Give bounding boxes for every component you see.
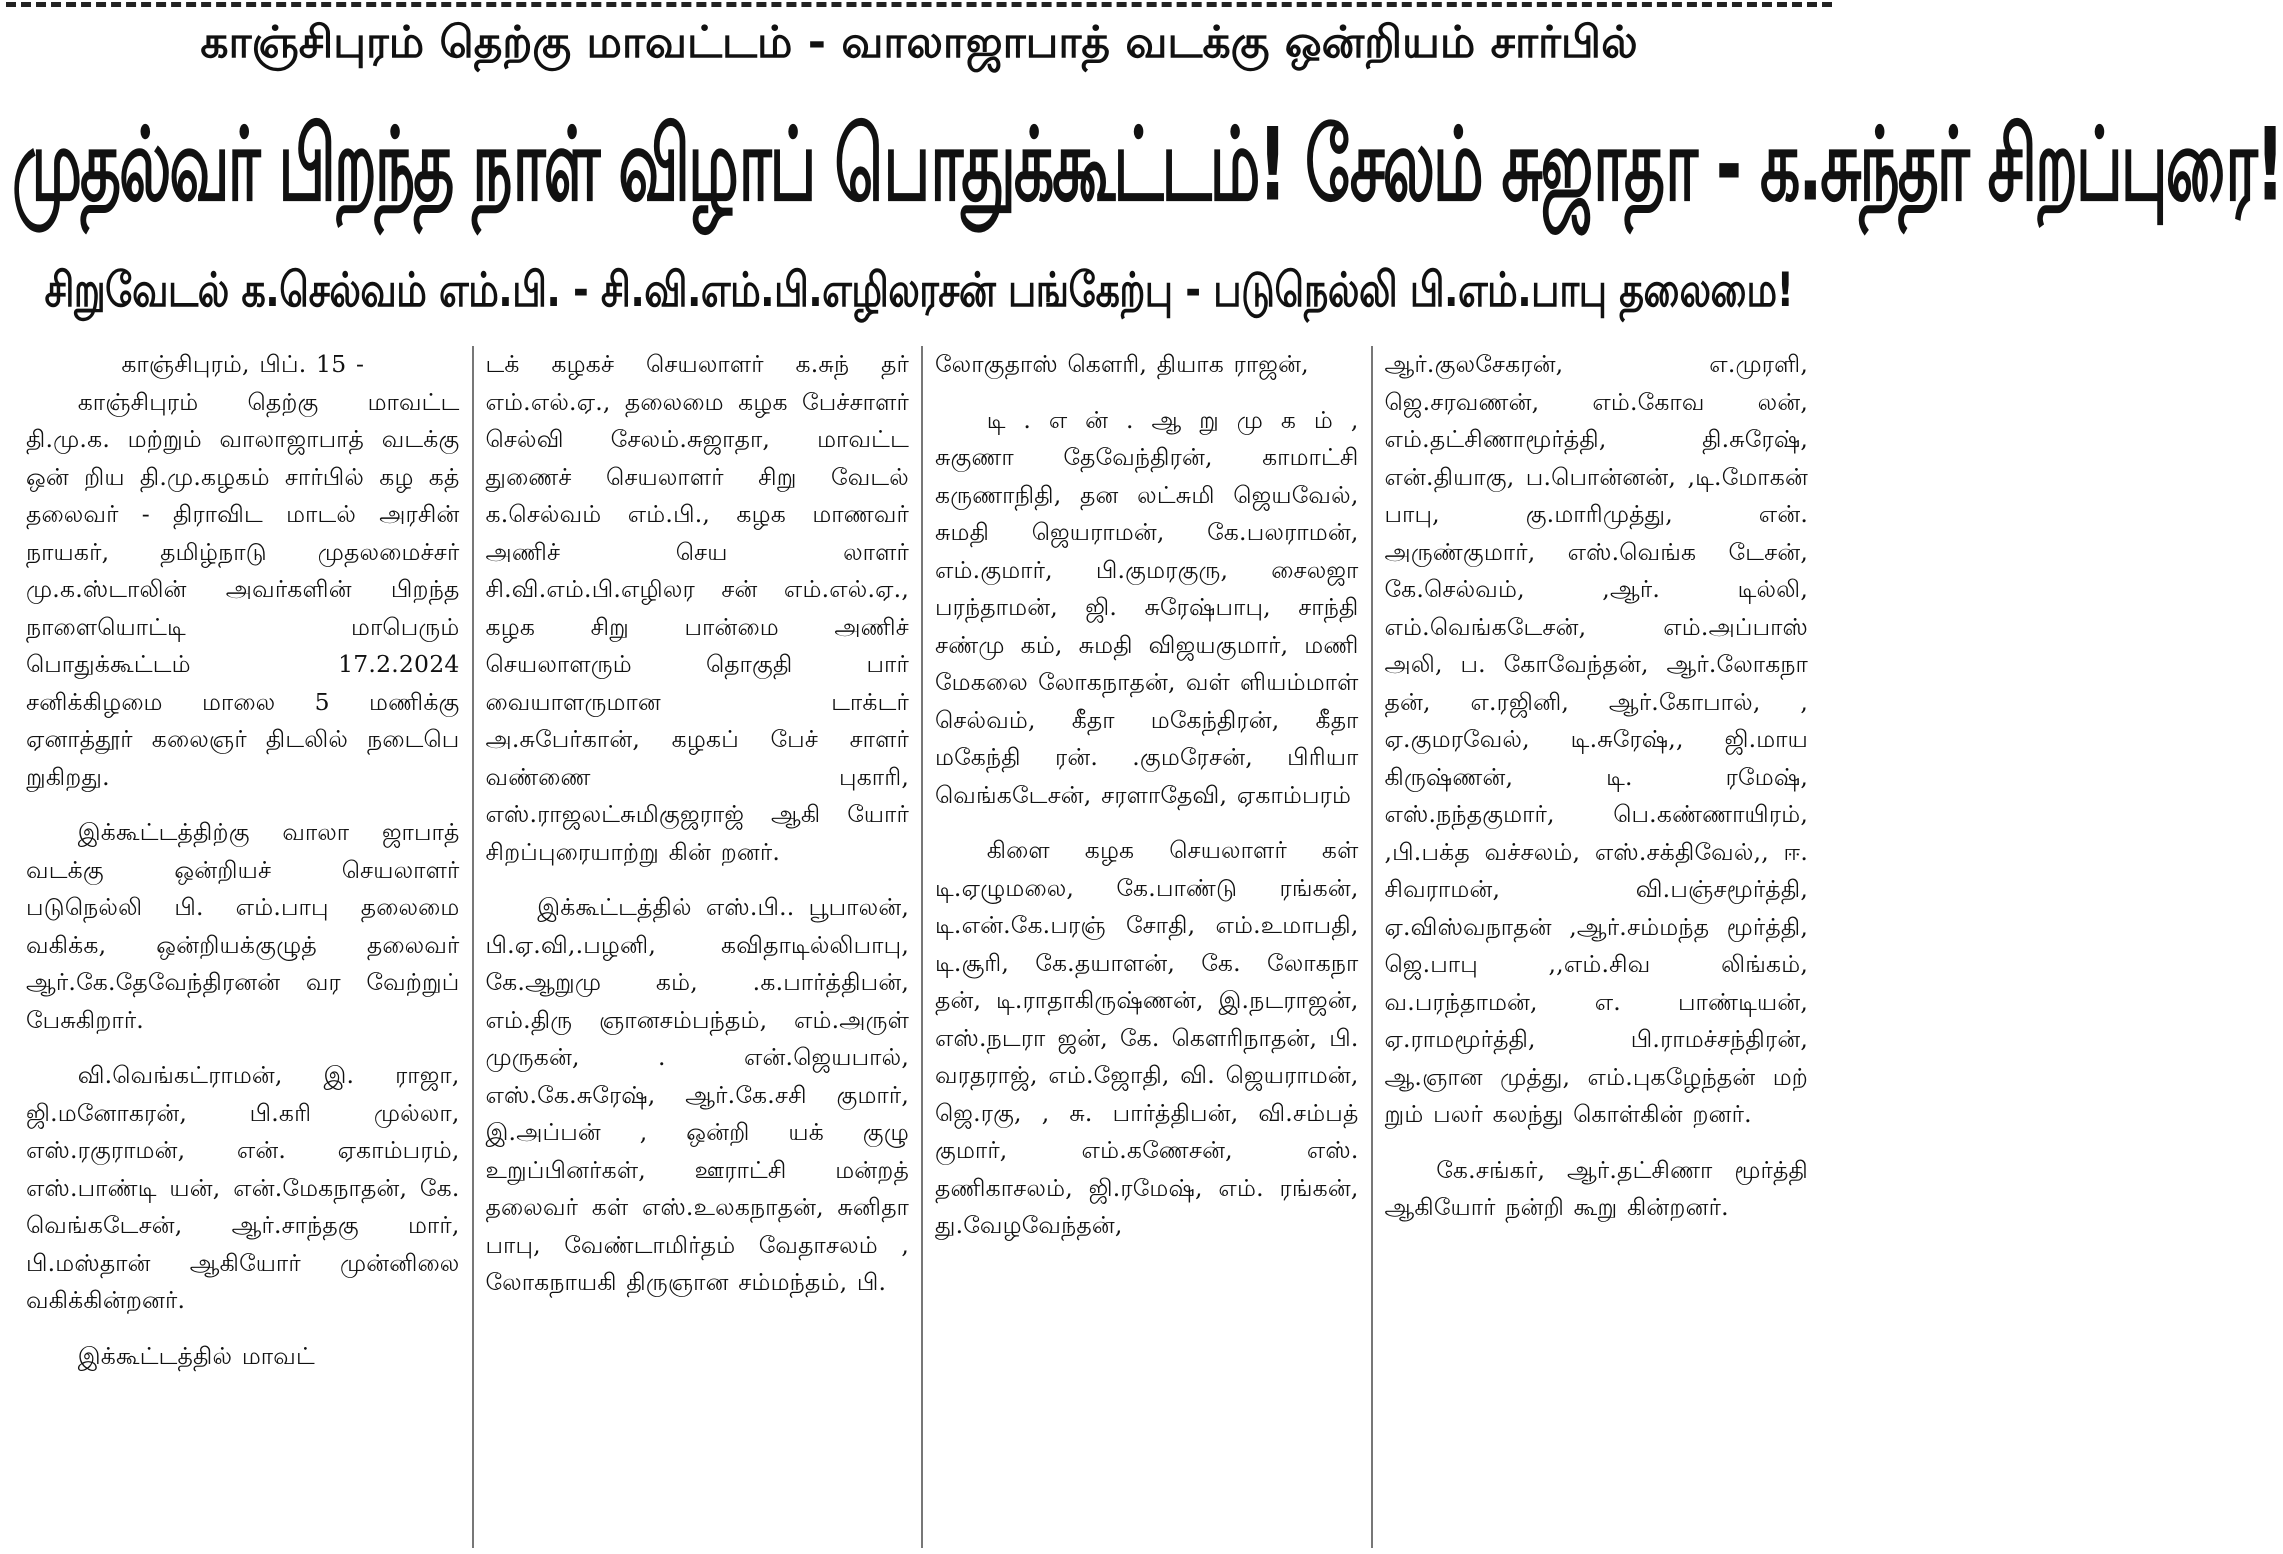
paragraph: காஞ்சிபுரம் தெற்கு மாவட்ட தி.மு.க. மற்றும் வாலாஜாபாத் வடக்கு ஒன் றிய தி.மு.கழகம் சார்பில் கழ கத் தலைவர் - திராவிட மாடல் அரசின் நாயகர், தமிழ்நாடு முதலமைச்சர் மு.க.ஸ்டாலின் அவர்களின் பிறந்த நாளையொட்டி மாபெரும் பொதுக்கூட்டம் 17.2.2024 சனிக்கிழமை மாலை 5 மணிக்கு ஏனாத்தூர் கலைஞர் திடலில் நடைபெ றுகிறது. xyxy=(26,387,460,791)
paragraph: இக்கூட்டத்தில் எஸ்.பி.. பூபாலன், பி.ஏ.வி,.பழனி, கவிதாடில்லிபாபு, கே.ஆறுமு கம், .க.பார்த்திபன், எம்.திரு ஞானசம்பந்தம், எம்.அருள் முருகன், . என்.ஜெயபால், எஸ்.கே.சுரேஷ், ஆர்.கே.சசி குமார், இ.அப்பன் , ஒன்றி யக் குழு உறுப்பினர்கள், ஊராட்சி மன்றத் தலைவர் கள் எஸ்.உலகநாதன், சுனிதா பாபு, வேண்டாமிர்தம் வேதாசலம் , லோகநாயகி திருஞான சம்மந்தம், பி. xyxy=(485,893,909,1296)
column-4 xyxy=(1371,346,1821,1548)
paragraph: லோகுதாஸ் கௌரி, தியாக ராஜன், xyxy=(935,350,1309,378)
column-3 xyxy=(921,346,1371,1548)
paragraph: இக்கூட்டத்திற்கு வாலா ஜாபாத் வடக்கு ஒன்றியச் செயலாளர் படுநெல்லி பி. எம்.பாபு தலைமை வகிக்க, ஒன்றியக்குழுத் தலைவர் ஆர்.கே.தேவேந்திரனன் வர வேற்றுப் பேசுகிறார். xyxy=(26,818,460,1034)
paragraph: இக்கூட்டத்தில் மாவட் xyxy=(77,1341,315,1370)
top-dashed-border xyxy=(6,2,1832,7)
paragraph: கே.சங்கர், ஆர்.தட்சிணா மூர்த்தி ஆகியோர் நன்றி கூறு கின்றனர். xyxy=(1384,1155,1808,1221)
article-body xyxy=(22,346,1820,1548)
column-2 xyxy=(472,346,922,1548)
paragraph: டக் கழகச் செயலாளர் க.சுந் தர் எம்.எல்.ஏ., தலைமை கழக பேச்சாளர் செல்வி சேலம்.சுஜாதா, மாவட்ட துணைச் செயலாளர் சிறு வேடல் க.செல்வம் எம்.பி., கழக மாணவர் அணிச் செய லாளர் சி.வி.எம்.பி.எழிலர சன் எம்.எல்.ஏ., கழக சிறு பான்மை அணிச் செயலாளரும் தொகுதி பார் வையாளருமான டாக்டர் அ.சுபேர்கான், கழகப் பேச் சாளர் வண்ணை புகாரி, எஸ்.ராஜலட்சுமிகுஜராஜ் ஆகி யோர் சிறப்புரையாற்று கின் றனர். xyxy=(485,350,909,866)
kicker-line: காஞ்சிபுரம் தெற்கு மாவட்டம் - வாலாஜாபாத் வடக்கு ஒன்றியம் சார்பில் xyxy=(200,17,1638,68)
paragraph: டி . எ ன் . ஆ று மு க ம் , சுகுணா தேவேந்திரன், காமாட்சி கருணாநிதி, தன லட்சுமி ஜெயவேல், சுமதி ஜெயராமன், கே.பலராமன், எம்.குமார், பி.குமரகுரு, சைலஜா பரந்தாமன், ஜி. சுரேஷ்பாபு, சாந்தி சண்மு கம், சுமதி விஜயகுமார், மணி மேகலை லோகநாதன், வள் ளியம்மாள் செல்வம், கீதா மகேந்திரன், கீதா மகேந்தி ரன். .குமரேசன், பிரியா வெங்கடேசன், சரளாதேவி, ஏகாம்பரம் xyxy=(935,405,1359,809)
column-1 xyxy=(22,346,472,1548)
subheadline: சிறுவேடல் க.செல்வம் எம்.பி. - சி.வி.எம்.பி.எழிலரசன் பங்கேற்பு - படுநெல்லி பி.எம்.பாபு தலைமை! xyxy=(44,262,1794,317)
headline: முதல்வர் பிறந்த நாள் விழாப் பொதுக்கூட்டம்! சேலம் சுஜாதா - க.சுந்தர் சிறப்புரை! xyxy=(12,106,2283,224)
paragraph: ஆர்.குலசேகரன், எ.முரளி, ஜெ.சரவணன், எம்.கோவ லன், எம்.தட்சிணாமூர்த்தி, தி.சுரேஷ், என்.தியாகு, ப.பொன்னன், ,டி.மோகன் பாபு, கு.மாரிமுத்து, என். அருண்குமார், எஸ்.வெங்க டேசன், கே.செல்வம், ,ஆர். டில்லி, எம்.வெங்கடேசன், எம்.அப்பாஸ் அலி, ப. கோவேந்தன், ஆர்.லோகநா தன், எ.ரஜினி, ஆர்.கோபால், , ஏ.குமரவேல், டி.சுரேஷ்,, ஜி.மாய கிருஷ்ணன், டி. ரமேஷ், எஸ்.நந்தகுமார், பெ.கண்ணாயிரம், ,பி.பக்த வச்சலம், எஸ்.சக்திவேல்,, ஈ. சிவராமன், வி.பஞ்சமூர்த்தி, ஏ.விஸ்வநாதன் ,ஆர்.சம்மந்த மூர்த்தி, ஜெ.பாபு ,,எம்.சிவ லிங்கம், வ.பரந்தாமன், எ. பாண்டியன், ஏ.ராமமூர்த்தி, பி.ராமச்சந்திரன், ஆ.ஞான முத்து, எம்.புகழேந்தன் மற் றும் பலர் கலந்து கொள்கின் றனர். xyxy=(1384,350,1808,1128)
paragraph: வி.வெங்கட்ராமன், இ. ராஜா, ஜி.மனோகரன், பி.கரி முல்லா, எஸ்.ரகுராமன், என். ஏகாம்பரம், எஸ்.பாண்டி யன், என்.மேகநாதன், கே. வெங்கடேசன், ஆர்.சாந்தகு மார், பி.மஸ்தான் ஆகியோர் முன்னிலை வகிக்கின்றனர். xyxy=(26,1061,460,1314)
paragraph: கிளை கழக செயலாளர் கள் டி.ஏழுமலை, கே.பாண்டு ரங்கன், டி.என்.கே.பரஞ் சோதி, எம்.உமாபதி, டி.சூரி, கே.தயாளன், கே. லோகநா தன், டி.ராதாகிருஷ்ணன், இ.நடராஜன், எஸ்.நடரா ஜன், கே. கௌரிநாதன், பி. வரதராஜ், எம்.ஜோதி, வி. ஜெயராமன், ஜெ.ரகு, , சு. பார்த்திபன், வி.சம்பத் குமார், எம்.கணேசன், எஸ். தணிகாசலம், ஜி.ரமேஷ், எம். ரங்கன், து.வேழவேந்தன், xyxy=(935,836,1359,1239)
dateline: காஞ்சிபுரம், பிப். 15 - xyxy=(121,350,365,378)
